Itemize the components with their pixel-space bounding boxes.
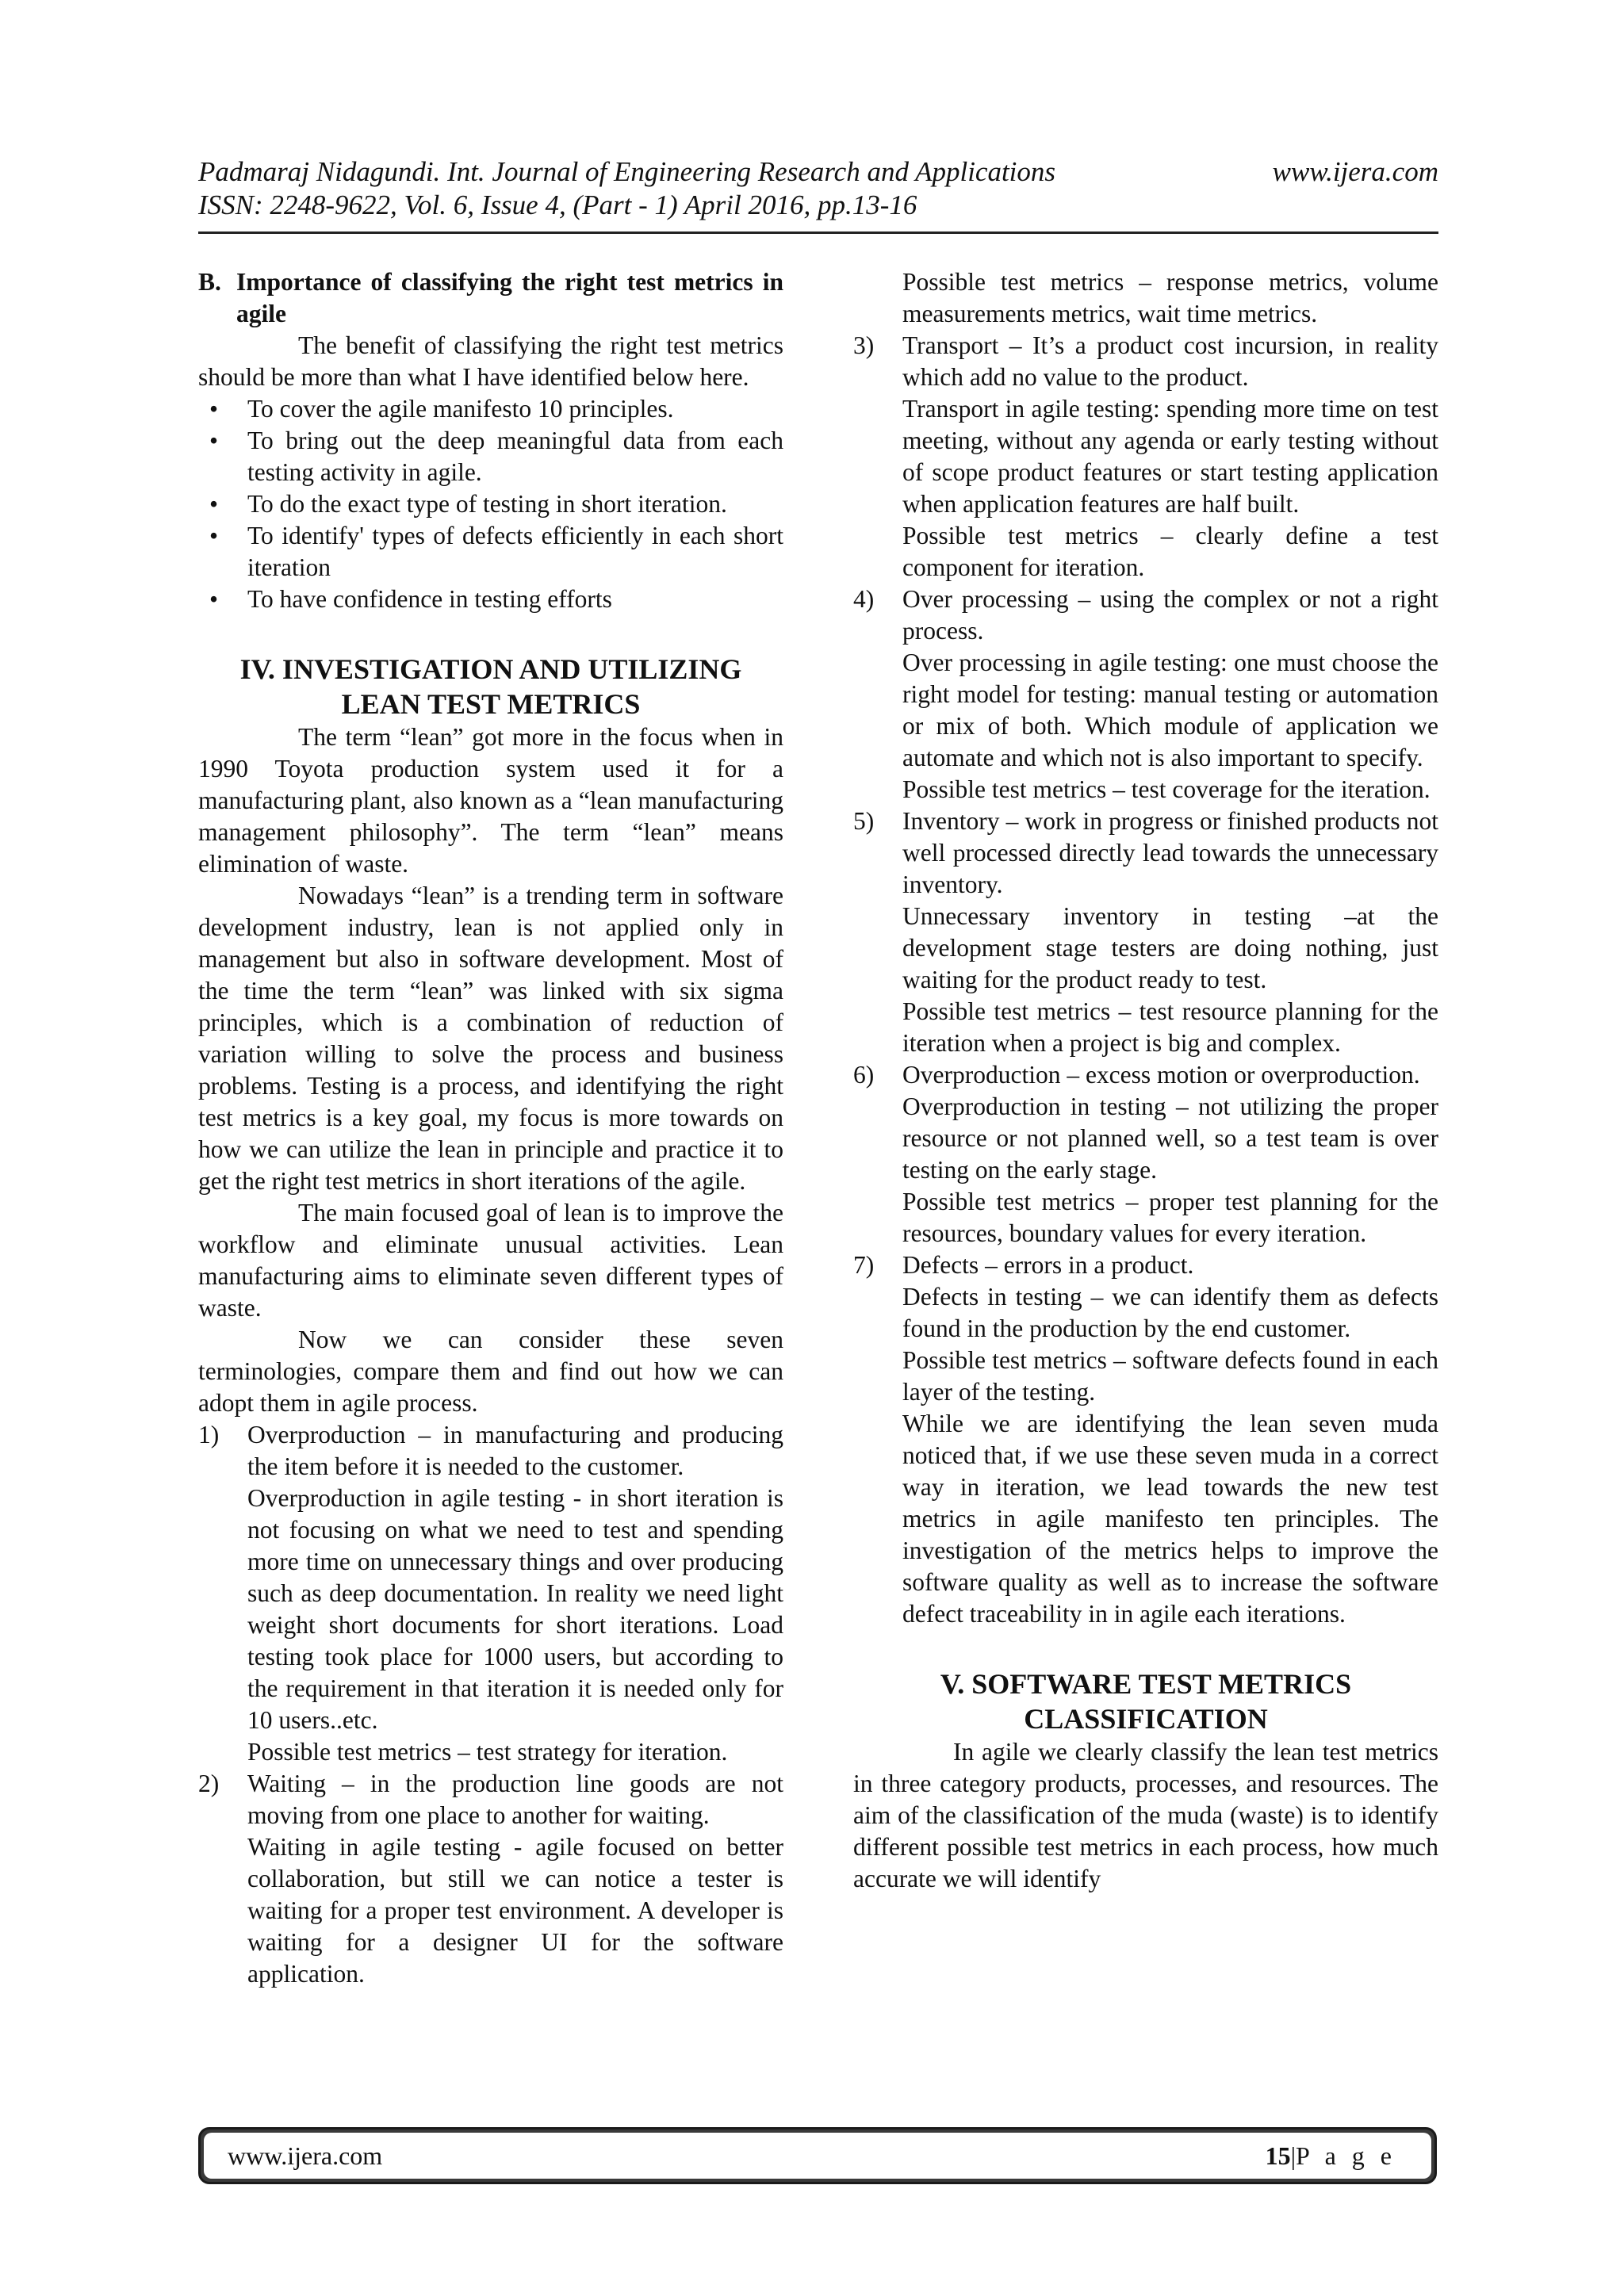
body-paragraph: Now we can consider these seven terminologies, compare them and find out how we can adopt them in agile process. xyxy=(198,1326,783,1417)
closing-paragraph: While we are identifying the lean seven muda noticed that, if we use these seven muda in a correct way in iteration, we lead towards the new test metrics in agile manifesto ten principles. The investigation of the metrics helps to improve the software quality as well as to increase the software defect traceability in in agile each iterations. xyxy=(902,1410,1438,1628)
item-number: 7) xyxy=(853,1251,875,1279)
waste-list-continued xyxy=(853,330,1438,1408)
item-definition: Overproduction – in manufacturing and producing the item before it is needed to the customer. xyxy=(247,1421,783,1480)
section-4-heading: IV. INVESTIGATION AND UTILIZING LEAN TEST METRICS xyxy=(239,653,742,720)
item-metrics: Possible test metrics – response metrics, volume measurements metrics, wait time metrics. xyxy=(902,268,1438,327)
list-item xyxy=(853,584,1438,806)
journal-citation: Padmaraj Nidagundi. Int. Journal of Engineering Research and Applications xyxy=(198,156,1056,187)
item-definition: Inventory – work in progress or finished products not well processed directly lead towards the unnecessary inventory. xyxy=(902,807,1438,898)
page-word: P a g e xyxy=(1295,2141,1396,2170)
page-footer xyxy=(198,2127,1437,2184)
list-item: • To do the exact type of testing in short iteration. xyxy=(198,488,783,520)
item-detail: Overproduction in testing – not utilizing the proper resource or not planned well, so a test team is over testing on the early stage. xyxy=(902,1093,1438,1184)
item-number: 1) xyxy=(198,1421,220,1448)
subsection-label: B. xyxy=(198,268,221,296)
item-detail: Unnecessary inventory in testing –at the development stage testers are doing nothing, just waiting for the product ready to test. xyxy=(902,902,1438,993)
subsection-heading xyxy=(198,266,783,330)
footer-website[interactable]: www.ijera.com xyxy=(228,2141,383,2170)
item-metrics: Possible test metrics – test strategy for iteration. xyxy=(247,1738,728,1766)
body-paragraph: In agile we clearly classify the lean test metrics in three category products, processes, and resources. The aim of the classification of the muda (waste) is to identify different possible test metrics in each process, how much accurate we will identify xyxy=(853,1738,1438,1892)
list-item xyxy=(853,1249,1438,1408)
item-definition: Defects – errors in a product. xyxy=(902,1251,1194,1279)
right-column xyxy=(853,266,1438,1895)
item-definition: Over processing – using the complex or not a right process. xyxy=(902,585,1438,645)
benefit-list xyxy=(198,393,783,615)
list-item: • To have confidence in testing efforts xyxy=(198,584,783,615)
item-number: 6) xyxy=(853,1061,875,1089)
item-detail: Overproduction in agile testing - in short iteration is not focusing on what we need to test and spending more time on unnecessary things and over producing such as deep documentation. In reality we need light weight short documents for short iterations. Load testing took place for 1000 users, but according to the requirement in that iteration it is needed only for 10 users..etc. xyxy=(247,1484,783,1734)
item-number: 2) xyxy=(198,1770,220,1797)
section-5-heading: V. SOFTWARE TEST METRICS CLASSIFICATION xyxy=(940,1668,1352,1735)
item-detail: Over processing in agile testing: one must choose the right model for testing: manual testing or automation or mix of both. Which module of application we automate and which not is also important to specify. xyxy=(902,649,1438,771)
item-metrics: Possible test metrics – software defects found in each layer of the testing. xyxy=(902,1346,1438,1406)
page-number xyxy=(1266,2141,1396,2171)
body-paragraph: The main focused goal of lean is to improve the workflow and eliminate unusual activities. Lean manufacturing aims to eliminate seven different types of waste. xyxy=(198,1199,783,1322)
item-detail: Transport in agile testing: spending more time on test meeting, without any agenda or early testing without of scope product features or start testing application when application features are half built. xyxy=(902,395,1438,518)
left-column xyxy=(198,266,783,1990)
page-separator: | xyxy=(1290,2141,1296,2170)
list-item xyxy=(853,330,1438,584)
item-number: 5) xyxy=(853,807,875,835)
item-number: 4) xyxy=(853,585,875,613)
list-item: • To identify' types of defects efficiently in each short iteration xyxy=(198,520,783,584)
item-definition: Transport – It’s a product cost incursion, in reality which add no value to the product. xyxy=(902,331,1438,391)
intro-paragraph: The benefit of classifying the right test metrics should be more than what I have identified below here. xyxy=(198,331,783,391)
issn-line: ISSN: 2248-9622, Vol. 6, Issue 4, (Part - 1) April 2016, pp.13-16 xyxy=(198,189,917,220)
body-paragraph: Nowadays “lean” is a trending term in software development industry, lean is not applied only in management but also in software development. Most of the time the term “lean” was linked with six sigma principles, which is a combination of reduction of variation willing to solve the process and business problems. Testing is a process, and identifying the right test metrics is a key goal, my focus is more towards on how we can utilize the lean in principle and practice it to get the right test metrics in short iterations of the agile. xyxy=(198,882,783,1195)
list-item: • To bring out the deep meaningful data from each testing activity in agile. xyxy=(198,425,783,488)
item-detail: Defects in testing – we can identify them as defects found in the production by the end customer. xyxy=(902,1283,1438,1342)
item-definition: Waiting – in the production line goods are not moving from one place to another for waiting. xyxy=(247,1770,783,1829)
subsection-title: Importance of classifying the right test metrics in agile xyxy=(236,268,783,327)
page-number-value: 15 xyxy=(1265,2141,1291,2170)
list-item xyxy=(853,806,1438,1059)
list-item xyxy=(853,1059,1438,1249)
list-item xyxy=(198,1419,783,1768)
item-metrics: Possible test metrics – clearly define a test component for iteration. xyxy=(902,522,1438,581)
list-item: • To cover the agile manifesto 10 principles. xyxy=(198,393,783,425)
item-metrics: Possible test metrics – test resource planning for the iteration when a project is big and complex. xyxy=(902,997,1438,1057)
item-detail: Waiting in agile testing - agile focused on better collaboration, but still we can notice a tester is waiting for a proper test environment. A developer is waiting for a designer UI for the software application. xyxy=(247,1833,783,1988)
item-definition: Overproduction – excess motion or overproduction. xyxy=(902,1061,1420,1089)
list-item xyxy=(198,1768,783,1990)
waste-list xyxy=(198,1419,783,1990)
item-metrics: Possible test metrics – test coverage for the iteration. xyxy=(902,775,1431,803)
item-metrics: Possible test metrics – proper test planning for the resources, boundary values for every iteration. xyxy=(902,1188,1438,1247)
running-header xyxy=(198,155,1438,234)
item-number: 3) xyxy=(853,331,875,359)
header-website[interactable]: www.ijera.com xyxy=(1272,156,1438,187)
body-paragraph: The term “lean” got more in the focus when in 1990 Toyota production system used it for a manufacturing plant, also known as a “lean manufacturing management philosophy”. The term “lean” means elimination of waste. xyxy=(198,723,783,878)
